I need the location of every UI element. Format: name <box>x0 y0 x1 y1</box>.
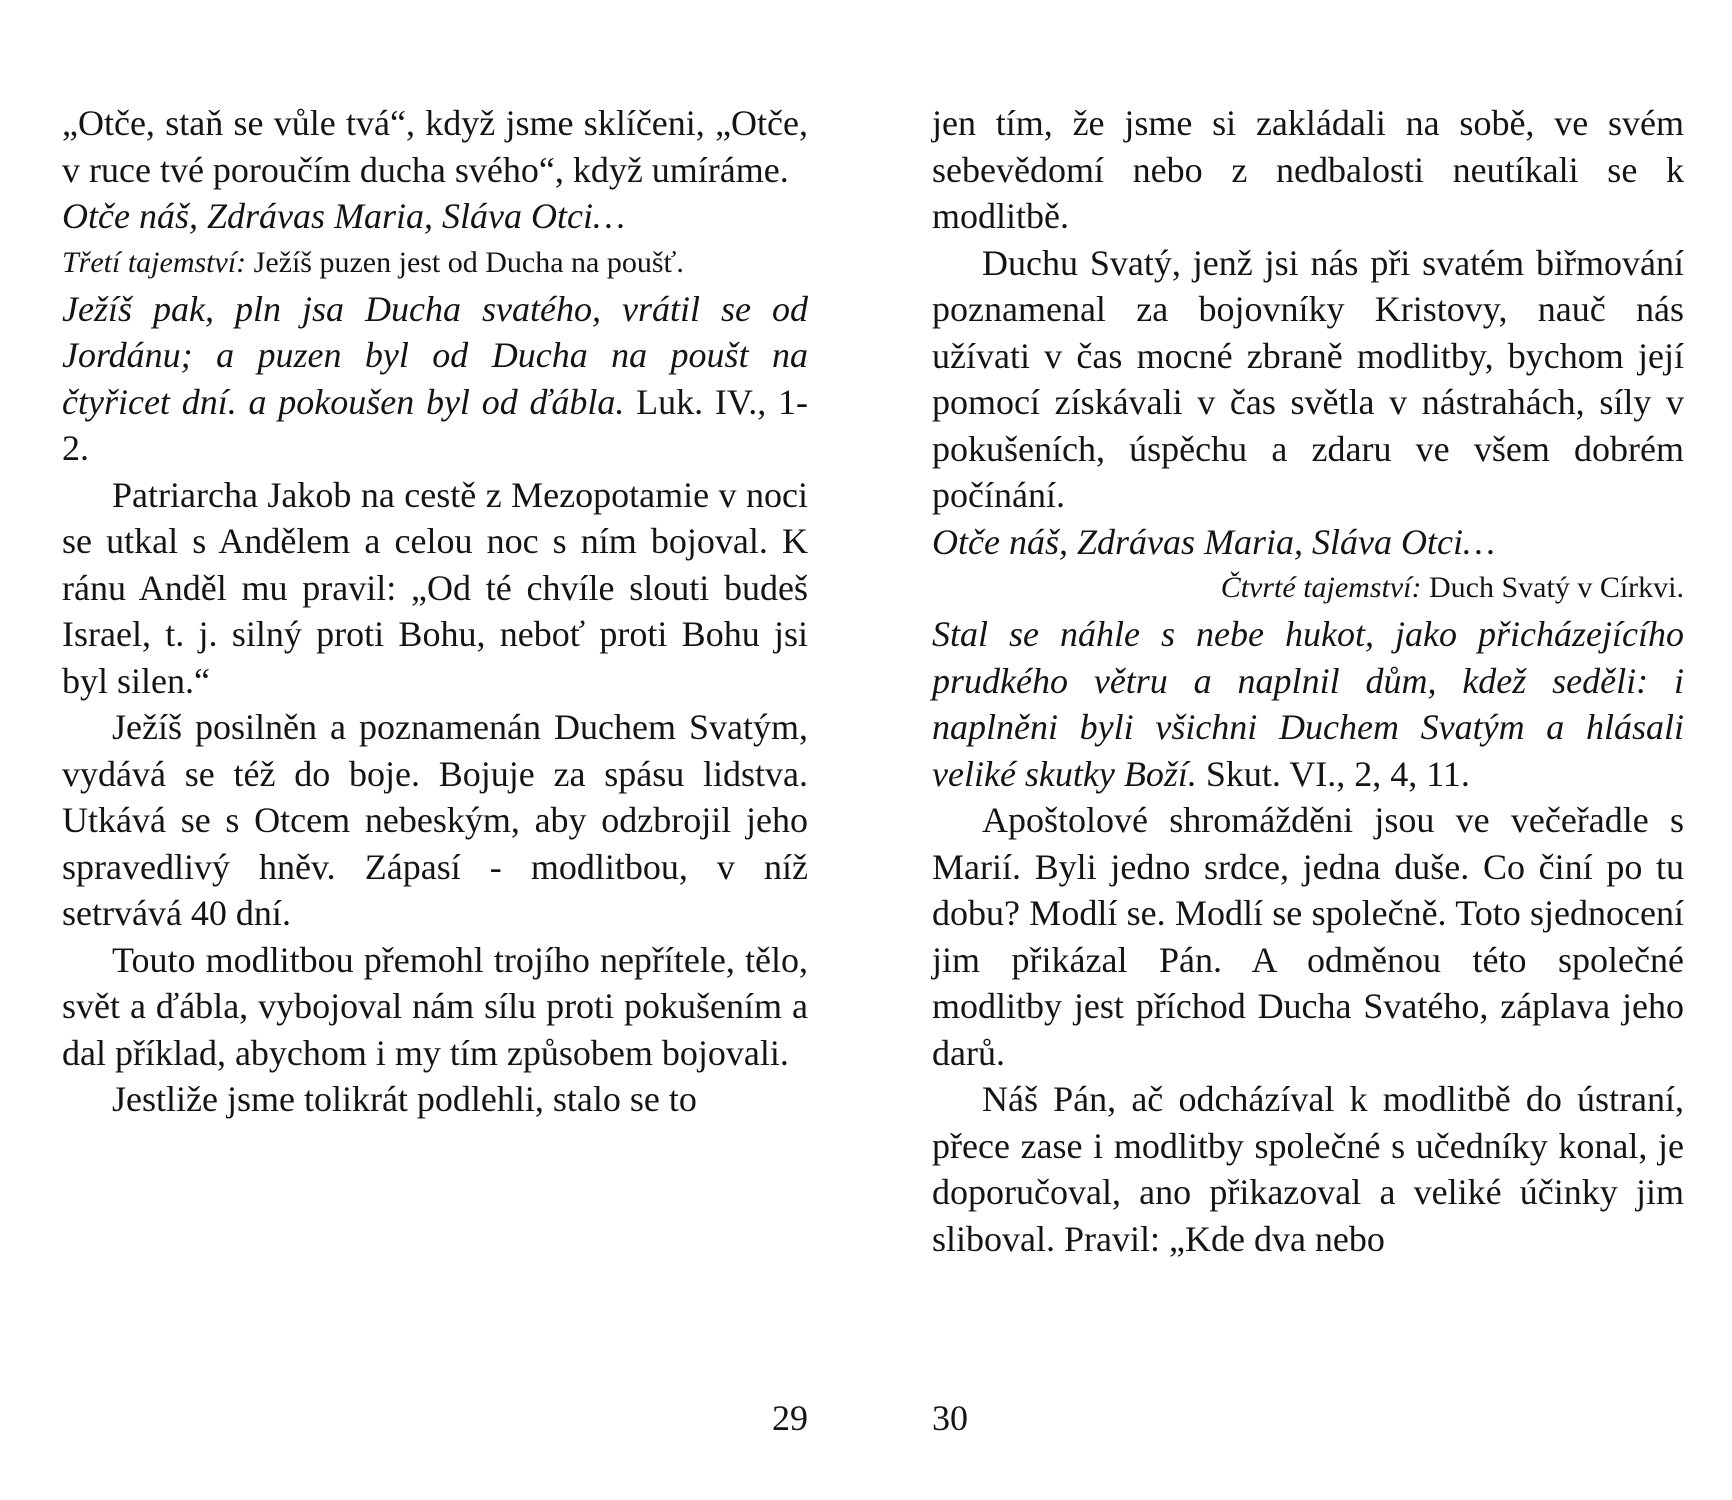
right-prayer-paragraph: Duchu Svatý, jenž jsi nás při svatém biřmování poznamenal za bojovníky Kristovy, nauč nás užívati v čas mocné zbraně modlitby, bychom její pomocí získávali v čas světla v nástrahách, síly v pokušeních, úspěchu a zdaru ve všem dobrém počínání. <box>932 242 1684 515</box>
left-body-paragraph: Jestliže jsme tolikrát podlehli, stalo se to <box>112 1079 697 1119</box>
left-scripture-passage <box>62 286 808 472</box>
right-scripture-passage <box>932 611 1684 797</box>
mystery-label: Třetí tajemství: <box>62 245 247 279</box>
left-prayer-line: Otče náš, Zdrávas Maria, Sláva Otci… <box>62 196 625 236</box>
right-body-paragraph: Apoštolové shromážděni jsou ve večeřadle s Marií. Byli jedno srdce, jedna duše. Co činí po tu dobu? Modlí se. Modlí se společně. Toto sjednocení jim přikázal Pán. A odměnou této společné modlitby jest příchod Ducha Svatého, záplava jeho darů. <box>932 800 1684 1073</box>
left-body-paragraph: Ježíš posilněn a poznamenán Duchem Svatým, vydává se též do boje. Bojuje za spásu lidstva. Utkává se s Otcem nebeským, aby odzbrojil jeho spravedlivý hněv. Zápasí - modlitbou, v níž setrvává 40 dní. <box>62 707 808 933</box>
mystery-label: Čtvrté tajemství: <box>1220 571 1422 604</box>
right-page-text <box>932 100 1684 1262</box>
left-page-text <box>62 100 808 1123</box>
right-continuation-paragraph: jen tím, že jsme si zakládali na sobě, ve svém sebevědomí nebo z nedbalosti neutíkali se k modlitbě. <box>932 103 1684 236</box>
page-number-right: 30 <box>932 1398 968 1438</box>
scripture-quote: Stal se náhle s nebe hukot, jako přicházejícího prudkého větru a naplnil dům, kdež seděli: i naplněni byli všichni Duchem Svatým a hlásali veliké skutky Boží. <box>932 614 1684 794</box>
mystery-title: Ježíš puzen jest od Ducha na poušť. <box>246 245 684 279</box>
scripture-reference: Skut. VI., 2, 4, 11. <box>1196 753 1470 794</box>
left-intro-paragraph: „Otče, staň se vůle tvá“, když jsme sklíčeni, „Otče, v ruce tvé poroučím ducha svého“, když umíráme. <box>62 103 808 190</box>
left-body-paragraph: Touto modlitbou přemohl trojího nepřítele, tělo, svět a ďábla, vybojoval nám sílu proti pokušením a dal příklad, abychom i my tím způsobem bojovali. <box>62 939 808 1073</box>
right-body-paragraph: Náš Pán, ač odcházíval k modlitbě do ústraní, přece zase i modlitby společné s učedníky konal, je doporučoval, ano přikazoval a veliké účinky jim sliboval. Pravil: „Kde dva nebo <box>932 1079 1684 1259</box>
right-page <box>866 0 1732 1500</box>
page-number-left: 29 <box>772 1398 808 1438</box>
right-prayer-line: Otče náš, Zdrávas Maria, Sláva Otci… <box>932 521 1495 562</box>
left-body-paragraph: Patriarcha Jakob na cestě z Mezopotamie v noci se utkal s Andělem a celou noc s ním bojoval. K ránu Anděl mu pravil: „Od té chvíle slouti budeš Israel, t. j. silný proti Bohu, neboť proti Bohu jsi byl silen.“ <box>62 474 808 701</box>
mystery-heading-third <box>62 240 808 286</box>
scripture-reference: Luk. IV., 1-2. <box>62 381 808 468</box>
mystery-heading-fourth <box>932 565 1684 611</box>
scripture-quote: Ježíš pak, pln jsa Ducha svatého, vrátil se od Jordánu; a puzen byl od Ducha na poušt na čtyřicet dní. a pokoušen byl od ďábla. <box>62 288 808 422</box>
mystery-title: Duch Svatý v Církvi. <box>1421 571 1684 604</box>
